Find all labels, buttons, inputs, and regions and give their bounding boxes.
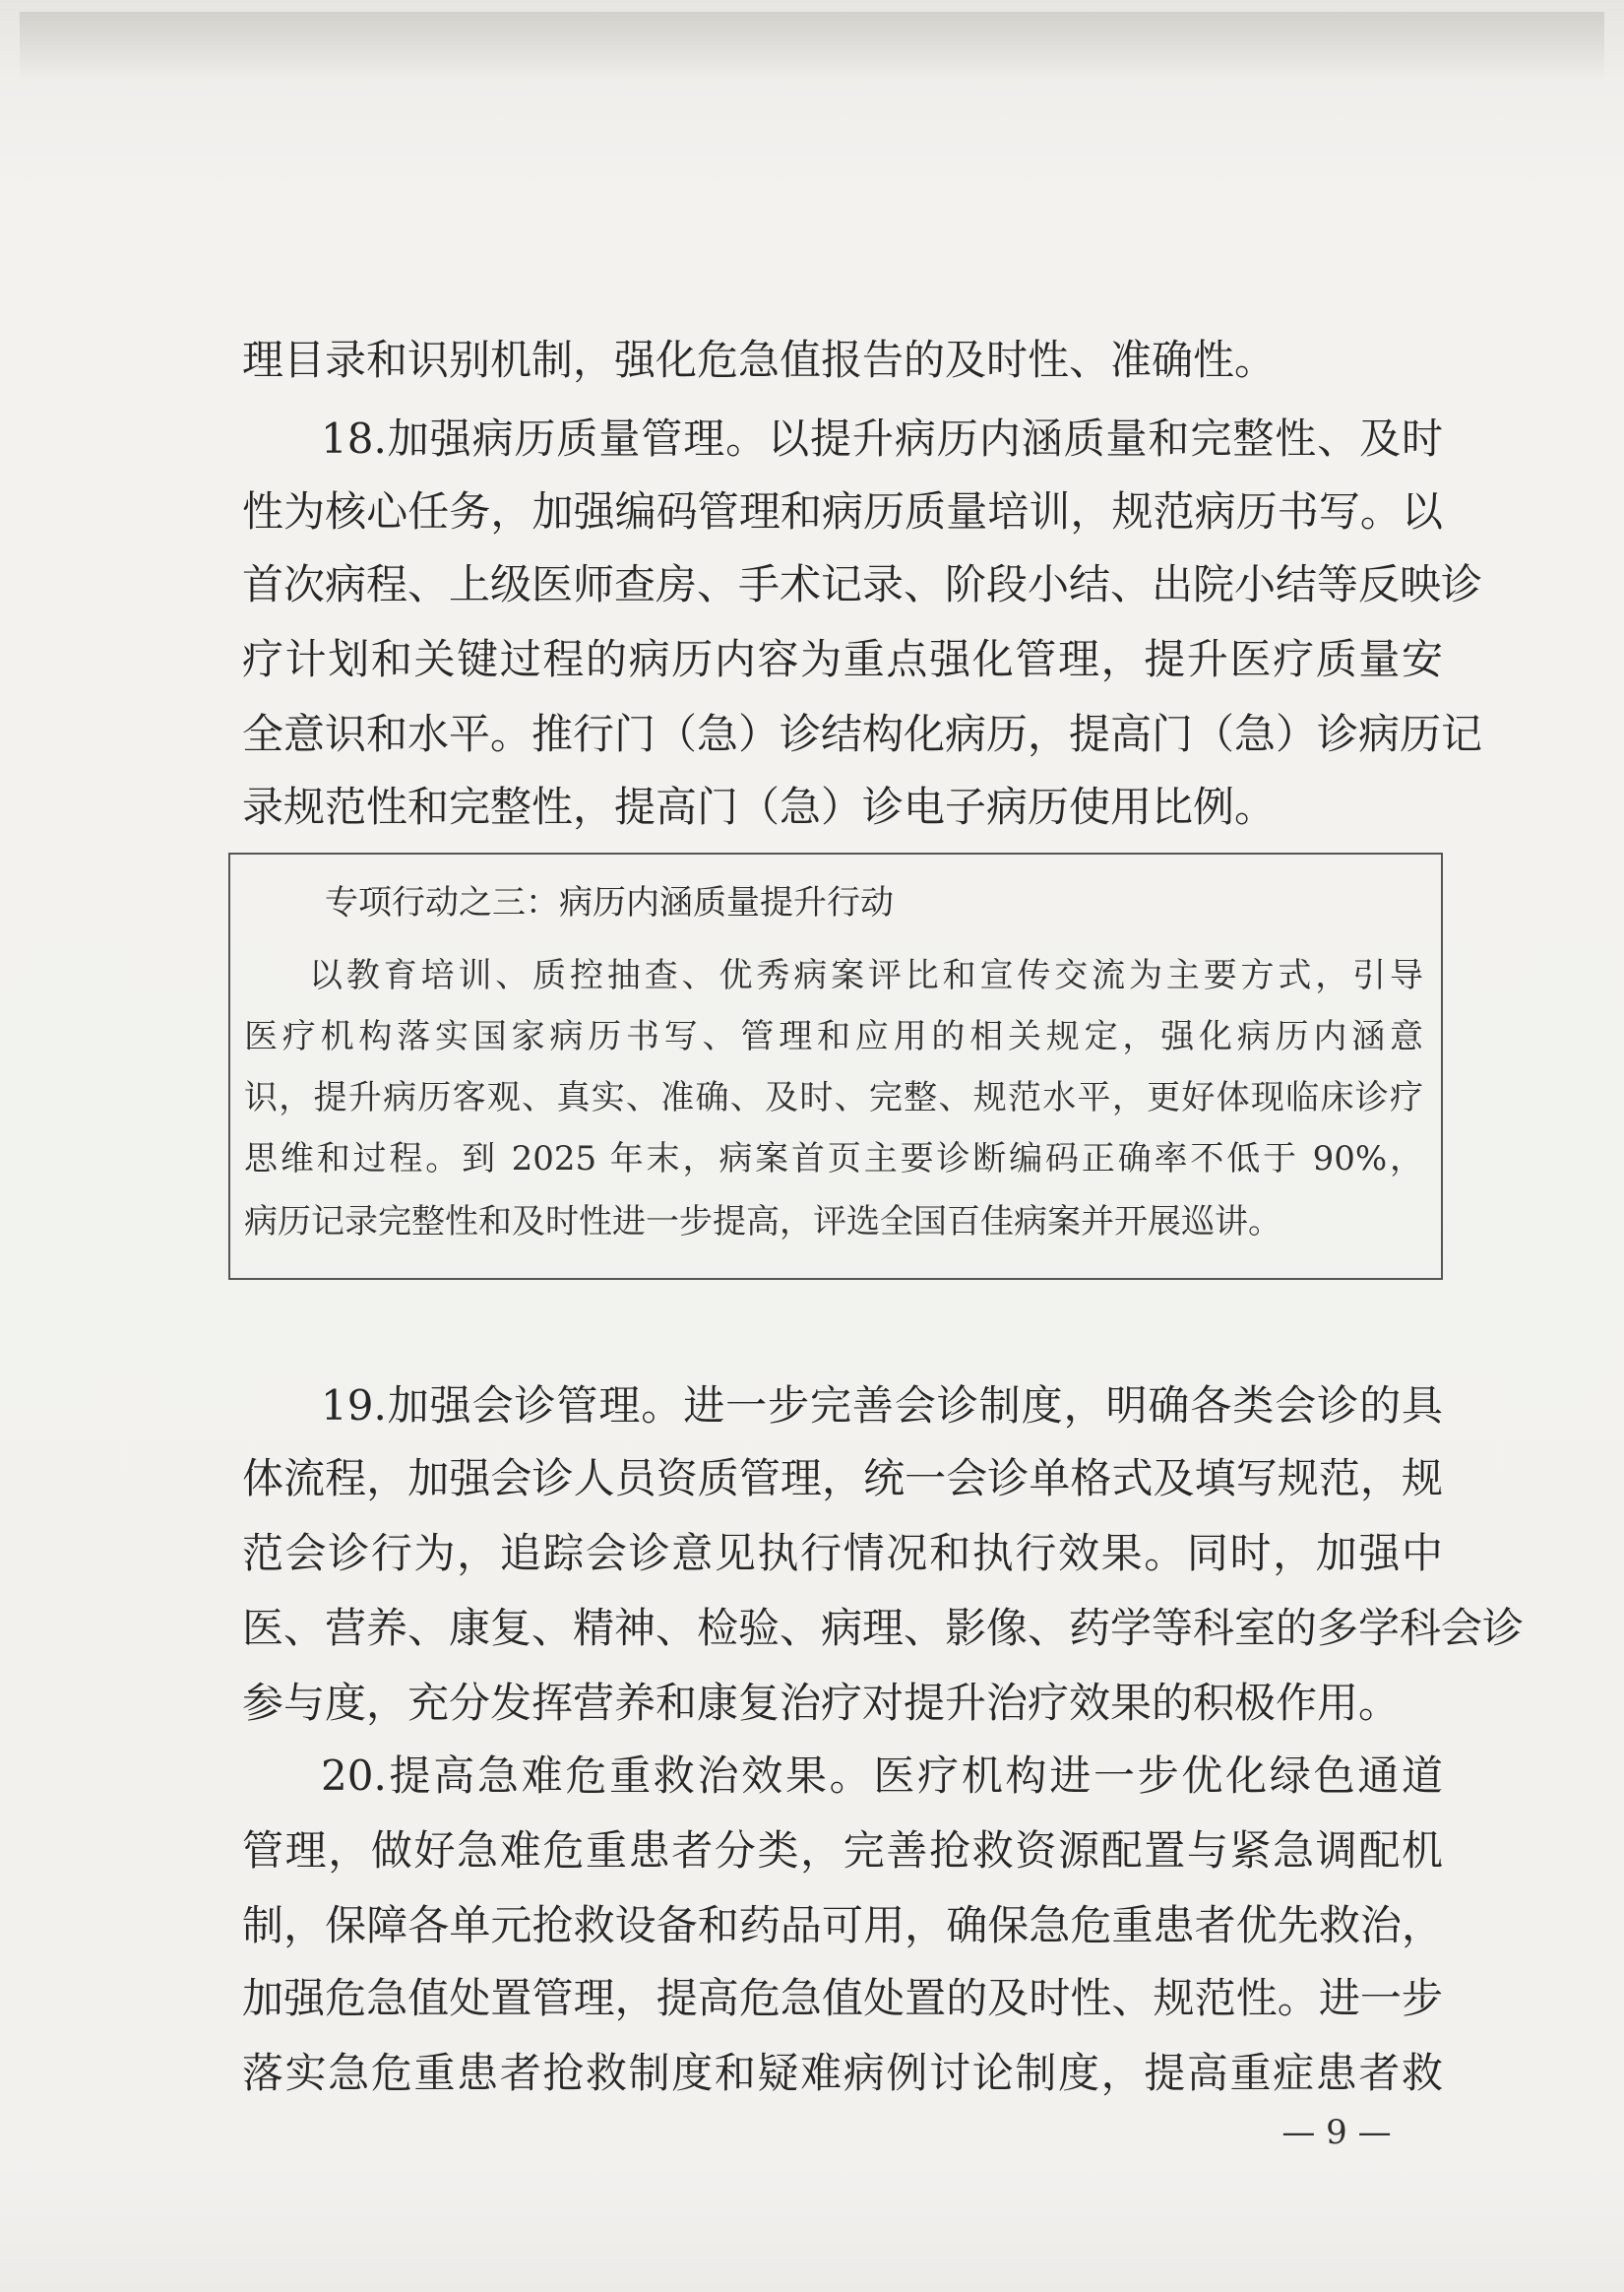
body-line: 管理，做好急难危重患者分类，完善抢救资源配置与紧急调配机 bbox=[242, 1826, 1443, 1875]
body-line: 首次病程、上级医师查房、手术记录、阶段小结、出院小结等反映诊 bbox=[242, 560, 1483, 608]
body-line: 18.加强病历质量管理。以提升病历内涵质量和完整性、及时 bbox=[321, 414, 1443, 463]
callout-line: 思维和过程。到 2025 年末，病案首页主要诊断编码正确率不低于 90%， bbox=[244, 1139, 1423, 1178]
callout-line: 医疗机构落实国家病历书写、管理和应用的相关规定，强化病历内涵意 bbox=[244, 1017, 1423, 1056]
body-line: 理目录和识别机制，强化危急值报告的及时性、准确性。 bbox=[242, 336, 1277, 384]
page-number: — 9 — bbox=[1281, 2113, 1392, 2152]
body-line: 医、营养、康复、精神、检验、病理、影像、药学等科室的多学科会诊 bbox=[242, 1604, 1525, 1652]
body-line: 19.加强会诊管理。进一步完善会诊制度，明确各类会诊的具 bbox=[321, 1381, 1443, 1430]
callout-title: 专项行动之三：病历内涵质量提升行动 bbox=[325, 883, 894, 923]
callout-line: 以教育培训、质控抽查、优秀病案评比和宣传交流为主要方式，引导 bbox=[309, 956, 1423, 995]
body-line: 性为核心任务，加强编码管理和病历质量培训，规范病历书写。以 bbox=[242, 487, 1443, 536]
body-line: 20.提高急难危重救治效果。医疗机构进一步优化绿色通道 bbox=[321, 1751, 1443, 1800]
body-line: 体流程，加强会诊人员资质管理，统一会诊单格式及填写规范，规 bbox=[242, 1454, 1443, 1502]
body-line: 全意识和水平。推行门（急）诊结构化病历，提高门（急）诊病历记 bbox=[242, 710, 1483, 758]
scan-shadow bbox=[20, 12, 1604, 81]
body-line: 制，保障各单元抢救设备和药品可用，确保急危重患者优先救治， bbox=[242, 1901, 1443, 1949]
body-line: 参与度，充分发挥营养和康复治疗对提升治疗效果的积极作用。 bbox=[242, 1679, 1401, 1727]
body-line: 范会诊行为，追踪会诊意见执行情况和执行效果。同时，加强中 bbox=[242, 1529, 1443, 1577]
body-line: 录规范性和完整性，提高门（急）诊电子病历使用比例。 bbox=[242, 783, 1277, 831]
callout-line: 病历记录完整性和及时性进一步提高，评选全国百佳病案并开展巡讲。 bbox=[244, 1202, 1281, 1242]
body-line: 加强危急值处置管理，提高危急值处置的及时性、规范性。进一步 bbox=[242, 1974, 1443, 2022]
body-line: 疗计划和关键过程的病历内容为重点强化管理，提升医疗质量安 bbox=[242, 635, 1443, 683]
callout-line: 识，提升病历客观、真实、准确、及时、完整、规范水平，更好体现临床诊疗 bbox=[244, 1078, 1423, 1117]
body-line: 落实急危重患者抢救制度和疑难病例讨论制度，提高重症患者救 bbox=[242, 2049, 1443, 2097]
